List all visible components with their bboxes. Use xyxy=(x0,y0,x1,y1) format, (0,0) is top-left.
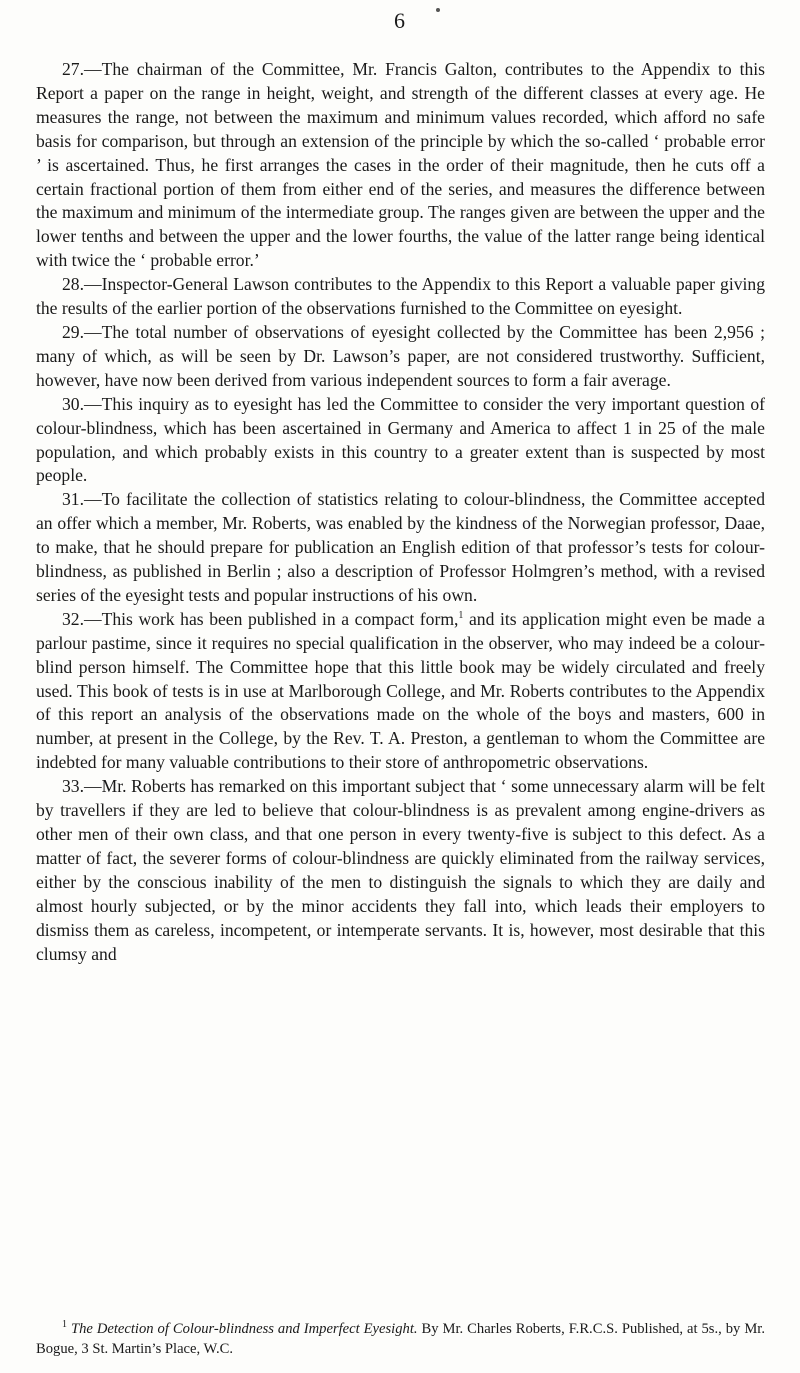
body-text xyxy=(36,58,765,966)
paragraph-32 xyxy=(36,608,765,775)
print-speck xyxy=(436,8,440,12)
paragraph-29: 29.—The total number of observations of eyesight collected by the Committee has been 2,956 ; many of which, as will be seen by Dr. Lawson’s paper, are not considered trustworthy. Sufficient, however, have now been derived from various independent sources to form a fair average. xyxy=(36,321,765,390)
footnote-book-title: The Detection of Colour-blindness and Imperfect Eyesight. xyxy=(70,1321,418,1337)
footnote-reference: 1 xyxy=(458,609,464,621)
paragraph-30: 30.—This inquiry as to eyesight has led the Committee to consider the very important question of colour-blindness, which has been ascertained in Germany and America to affect 1 in 25 of the male population, and which probably exists in this country to a greater extent than is suspected by most people. xyxy=(36,393,765,486)
paragraph-32-start: 32.—This work has been published in a compact form, xyxy=(62,608,459,629)
footnote-paragraph xyxy=(36,1319,765,1359)
footnote-marker: 1 xyxy=(62,1319,67,1331)
paragraph-28: 28.—Inspector-General Lawson contributes to the Appendix to this Report a valuable paper giving the results of the earlier portion of the observations furnished to the Committee on eyesight. xyxy=(36,274,765,319)
paragraph-27: 27.—The chairman of the Committee, Mr. Francis Galton, contributes to the Appendix to this Report a paper on the range in height, weight, and strength of the different classes at every age. He measures the range, not between the maximum and minimum values recorded, which afford no safe basis for comparison, but through an extension of the principle by which the so-called ‘ probable error ’ is ascertained. Thus, he first arranges the cases in the order of their magnitude, then he cuts off a certain fractional portion of them from either end of the series, and measures the difference between the maximum and minimum of the intermediate group. The ranges given are between the upper and the lower tenths and between the upper and the lower fourths, the value of the latter range being identical with twice the ‘ probable error.’ xyxy=(36,59,765,271)
footnote xyxy=(36,1319,765,1359)
paragraph-32-rest: and its application might even be made a parlour pastime, since it requires no special qualification in the observer, who may indeed be a colour-blind person himself. The Committee hope that this little book may be widely circulated and freely used. This book of tests is in use at Marlborough College, and Mr. Roberts contributes to the Appendix of this report an analysis of the observations made on the whole of the boys and masters, 600 in number, at present in the College, by the Rev. T. A. Preston, a gentleman to whom the Committee are indebted for many valuable contributions to their store of anthropometric observations. xyxy=(36,608,765,773)
paragraph-33: 33.—Mr. Roberts has remarked on this important subject that ‘ some unnecessary alarm will be felt by travellers if they are led to believe that colour-blindness is as prevalent among engine-drivers as other men of their own class, and that one person in every twenty-five is subject to this defect. As a matter of fact, the severer forms of colour-blindness are quickly eliminated from the railway services, either by the conscious inability of the men to distinguish the signals to which they are daily and almost hourly subjected, or by the minor accidents they fall into, which leads their employers to dismiss them as careless, incompetent, or intemperate servants. It is, however, most desirable that this clumsy and xyxy=(36,776,765,964)
footnote-text: By Mr. Charles Roberts, F.R.C.S. Published, at 5s., by Mr. Bogue, 3 St. Martin’s Place, W.C. xyxy=(36,1321,765,1357)
paragraph-31: 31.—To facilitate the collection of statistics relating to colour-blindness, the Committee accepted an offer which a member, Mr. Roberts, was enabled by the kindness of the Norwegian professor, Daae, to make, that he should prepare for publication an English edition of that professor’s tests for colour-blindness, as published in Berlin ; also a description of Professor Holmgren’s method, with a revised series of the eyesight tests and popular instructions of his own. xyxy=(36,489,765,605)
page-number: 6 xyxy=(394,8,406,33)
